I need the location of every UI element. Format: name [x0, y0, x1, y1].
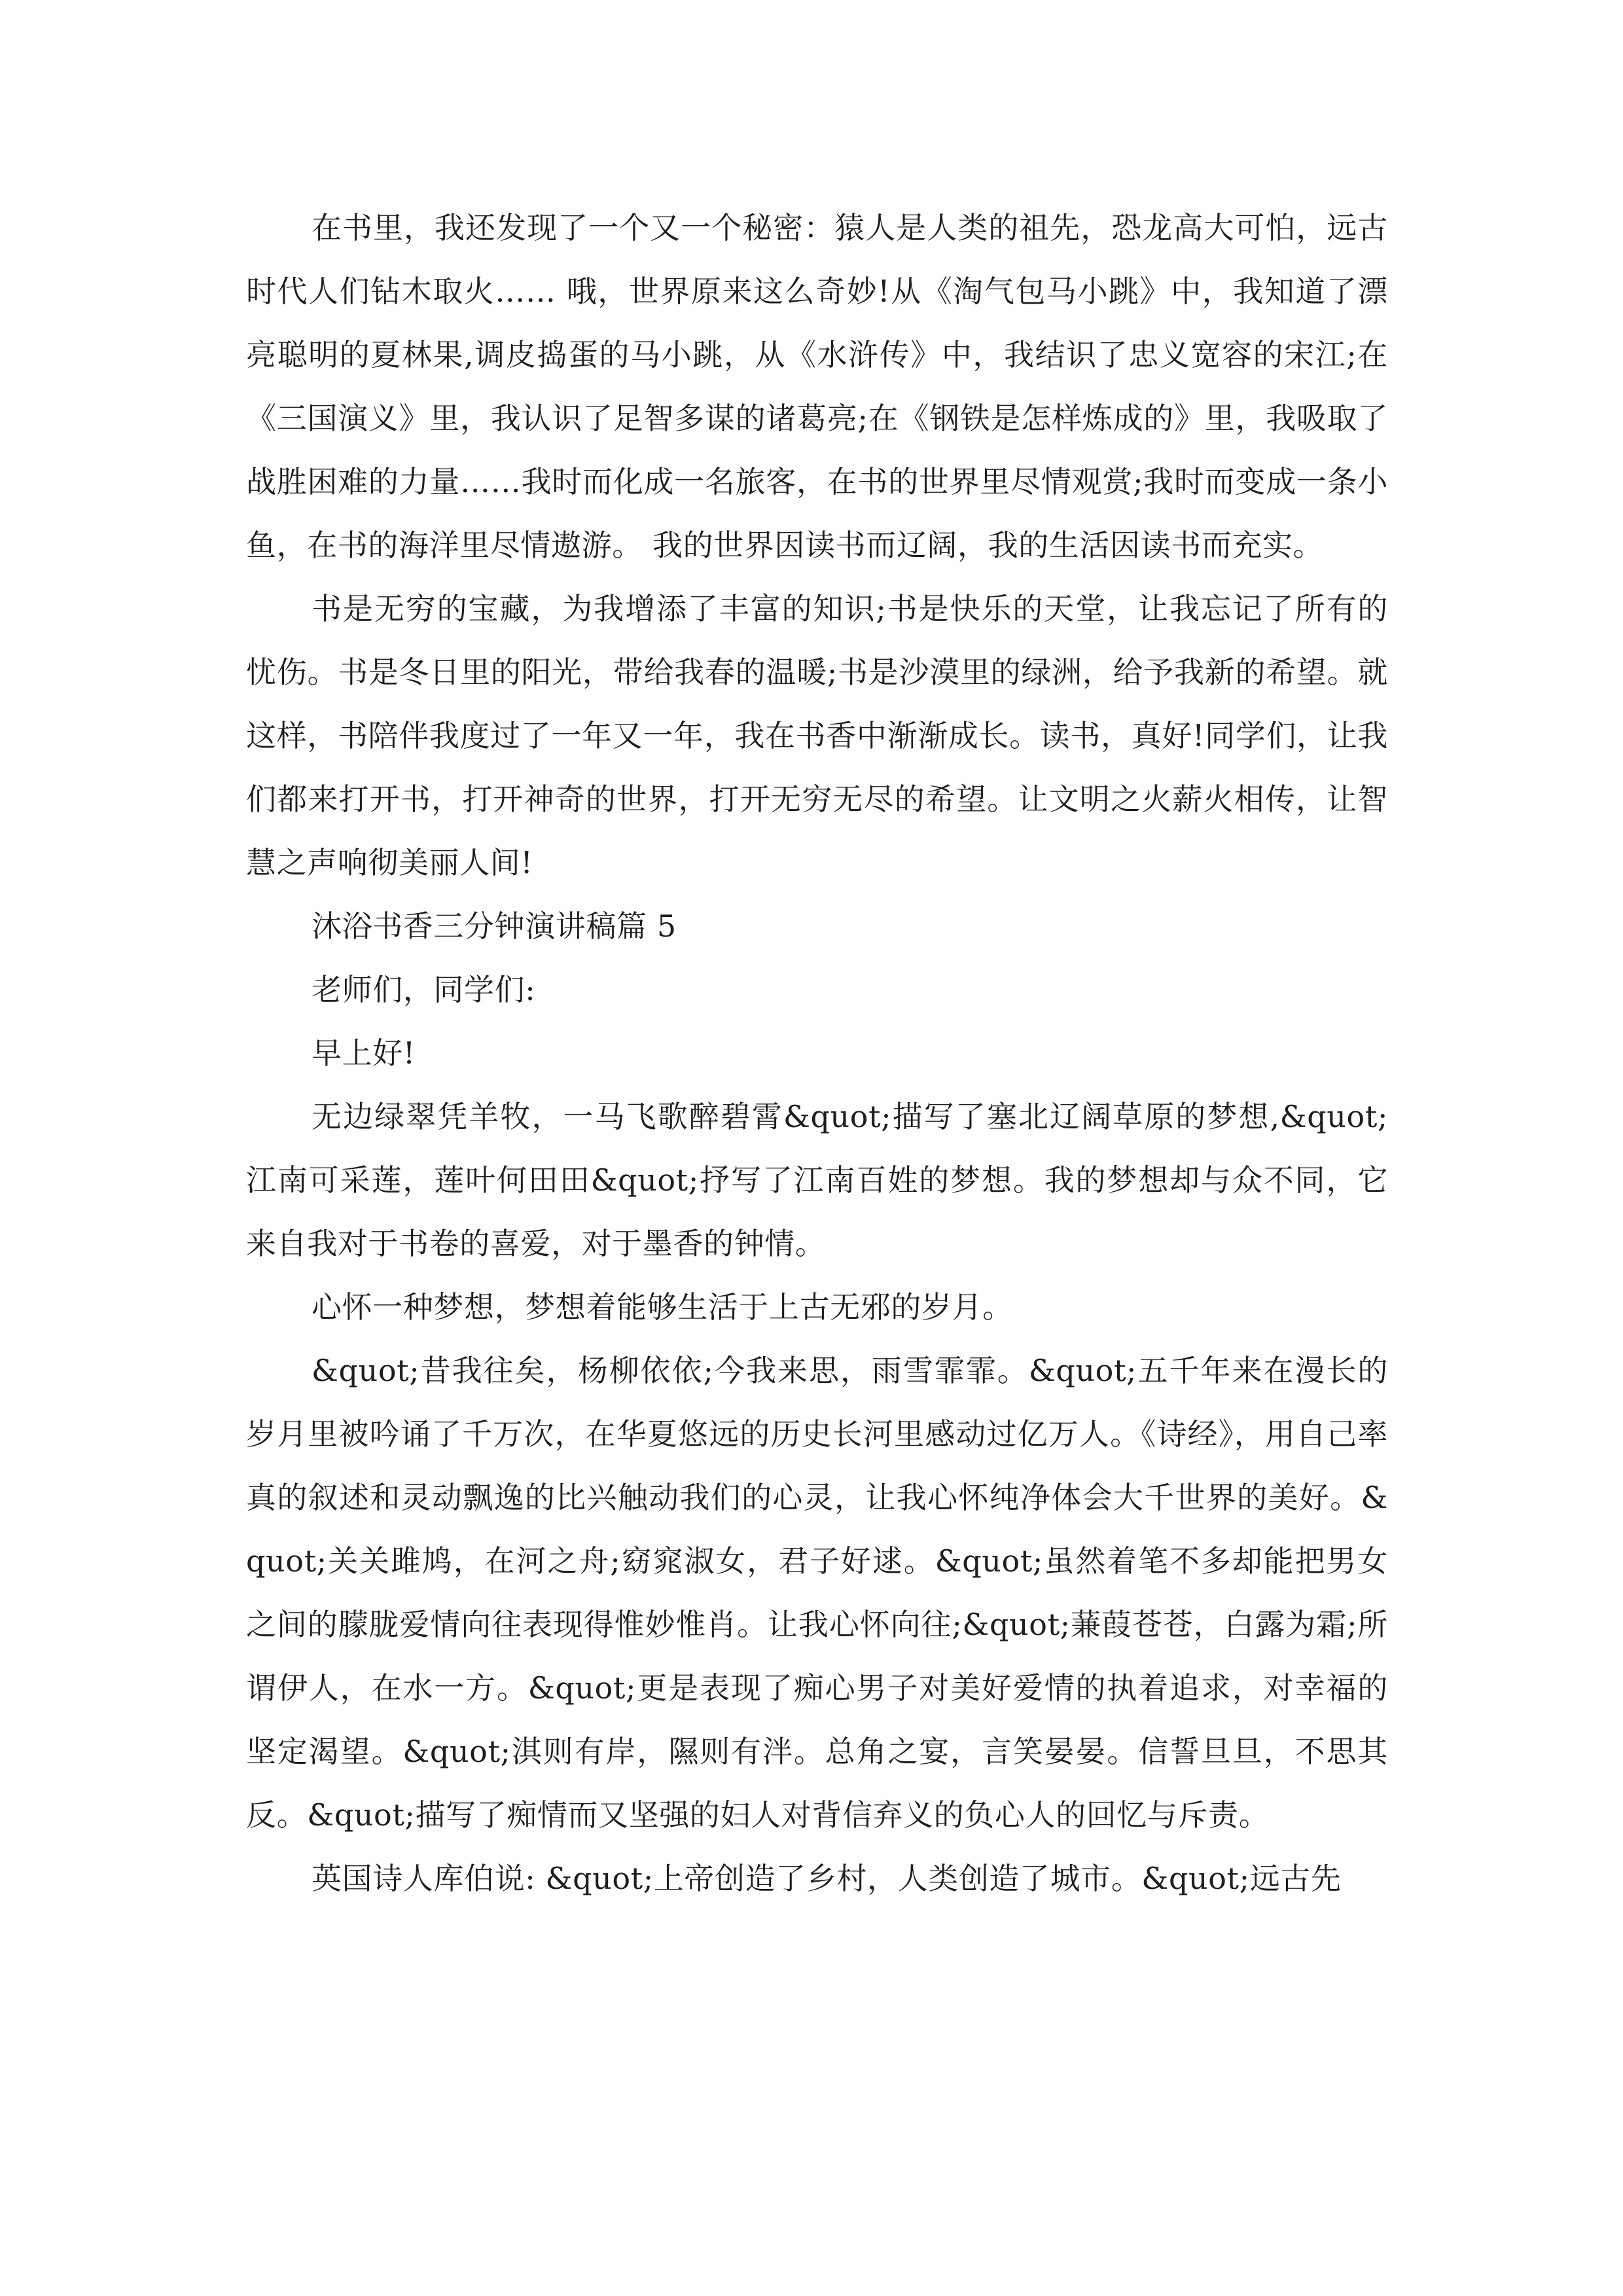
paragraph-book-of-songs: &quot;昔我往矣，杨柳依依;今我来思，雨雪霏霏。&quot;五千年来在漫长的岁月里被吟诵了千万次，在华夏悠远的历史长河里感动过亿万人。《诗经》，用自己率真的叙述和灵动飘逸的比兴触动我们的心灵，让我心怀纯净体会大千世界的美好。&quot;关关雎鸠，在河之舟;窈窕淑女，君子好逑。&quot;虽然着笔不多却能把男女之间的朦胧爱情向往表现得惟妙惟肖。让我心怀向往;&quot;蒹葭苍苍，白露为霜;所谓伊人，在水一方。&quot;更是表现了痴心男子对美好爱情的执着追求，对幸福的坚定渴望。&quot;淇则有岸，隰则有泮。总角之宴，言笑晏晏。信誓旦旦，不思其反。&quot;描写了痴情而又坚强的妇人对背信弃义的负心人的回忆与斥责。 — [246, 1353, 1388, 1833]
section-heading: 沐浴书香三分钟演讲稿篇 5 — [312, 908, 677, 944]
document-body — [246, 196, 1388, 1910]
paragraph-books-secrets: 在书里，我还发现了一个又一个秘密：猿人是人类的祖先，恐龙高大可怕，远古时代人们钻木取火…… 哦，世界原来这么奇妙!从《淘气包马小跳》中，我知道了漂亮聪明的夏林果,调皮捣蛋的马小跳，从《水浒传》中，我结识了忠义宽容的宋江;在《三国演义》里，我认识了足智多谋的诸葛亮;在《钢铁是怎样炼成的》里，我吸取了战胜困难的力量……我时而化成一名旅客，在书的世界里尽情观赏;我时而变成一条小鱼，在书的海洋里尽情遨游。 我的世界因读书而辽阔，我的生活因读书而充实。 — [246, 210, 1388, 563]
paragraph-dream-intro: 无边绿翠凭羊牧，一马飞歌醉碧霄&quot;描写了塞北辽阔草原的梦想,&quot;江南可采莲，莲叶何田田&quot;抒写了江南百姓的梦想。我的梦想却与众不同，它来自我对于书卷的喜爱，对于墨香的钟情。 — [246, 1099, 1388, 1261]
paragraph-cowper-quote: 英国诗人库伯说: &quot;上帝创造了乡村，人类创造了城市。&quot;远古先 — [312, 1861, 1342, 1896]
paragraph-salutation: 老师们，同学们: — [312, 972, 536, 1007]
paragraph-books-treasure: 书是无穷的宝藏，为我增添了丰富的知识;书是快乐的天堂，让我忘记了所有的忧伤。书是冬日里的阳光，带给我春的温暖;书是沙漠里的绿洲，给予我新的希望。就这样，书陪伴我度过了一年又一年，我在书香中渐渐成长。读书，真好!同学们，让我们都来打开书，打开神奇的世界，打开无穷无尽的希望。让文明之火薪火相传，让智慧之声响彻美丽人间! — [246, 591, 1388, 880]
paragraph-dream-ancient: 心怀一种梦想，梦想着能够生活于上古无邪的岁月。 — [312, 1289, 1013, 1325]
paragraph-greeting: 早上好! — [312, 1035, 416, 1071]
